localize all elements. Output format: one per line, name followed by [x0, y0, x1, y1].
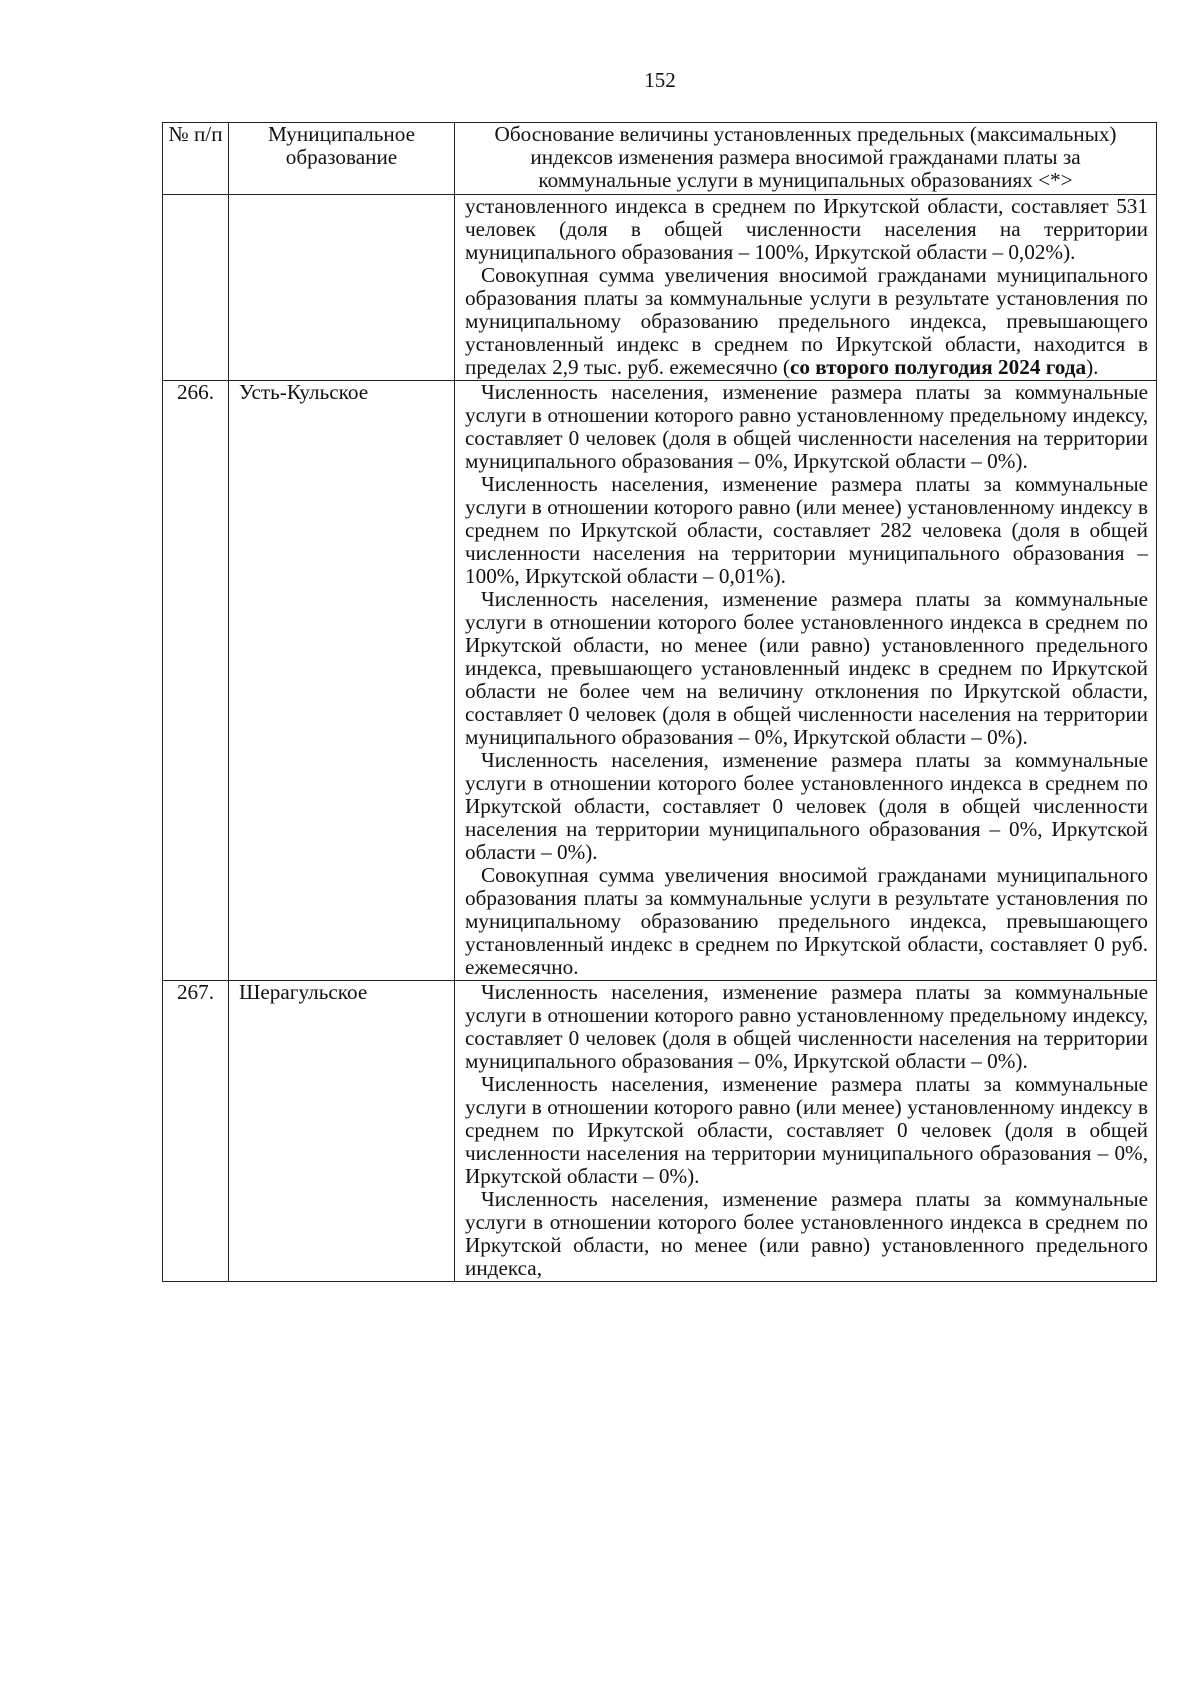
table-row [163, 381, 1157, 981]
row-municipality [229, 195, 455, 381]
paragraph-end: ). [1086, 355, 1099, 379]
table-row [163, 981, 1157, 1282]
paragraph: Численность населения, изменение размера платы за коммунальные услуги в отношении которого равно установленному предельному индексу, составляет 0 человек (доля в общей численности населения на территории муниципального образования – 0%, Иркутской области – 0%). [465, 980, 1148, 1073]
row-number: 267. [163, 981, 229, 1282]
table-header-row [163, 123, 1157, 195]
paragraph: Численность населения, изменение размера платы за коммунальные услуги в отношении которого равно установленному предельному индексу, составляет 0 человек (доля в общей численности населения на территории муниципального образования – 0%, Иркутской области – 0%). [465, 380, 1148, 473]
row-justification [455, 381, 1157, 981]
row-number [163, 195, 229, 381]
paragraph: Численность населения, изменение размера платы за коммунальные услуги в отношении которого более установленного индекса в среднем по Иркутской области, но менее (или равно) установленного предельного индекса, [465, 1187, 1148, 1280]
page-number: 152 [644, 68, 676, 92]
header-number: № п/п [163, 123, 229, 195]
municipal-index-table [162, 122, 1157, 1282]
bold-period: со второго полугодия 2024 года [789, 355, 1087, 379]
paragraph: Совокупная сумма увеличения вносимой гражданами муниципального образования платы за коммунальные услуги в результате установления по муниципальному образованию предельного индекса, превышающего установленный индекс в среднем по Иркутской области, составляет 0 руб. ежемесячно. [465, 863, 1148, 979]
row-municipality: Усть-Кульское [229, 381, 455, 981]
paragraph: Численность населения, изменение размера платы за коммунальные услуги в отношении которого более установленного индекса в среднем по Иркутской области, но менее (или равно) установленного предельного индекса, превышающего установленный индекс в среднем по Иркутской области не более чем на величину отклонения по Иркутской области, составляет 0 человек (доля в общей численности населения на территории муниципального образования – 0%, Иркутской области – 0%). [465, 587, 1148, 749]
paragraph: Численность населения, изменение размера платы за коммунальные услуги в отношении которого более установленного индекса в среднем по Иркутской области, составляет 0 человек (доля в общей численности населения на территории муниципального образования – 0%, Иркутской области – 0%). [465, 748, 1148, 864]
header-municipality: Муниципальное образование [229, 123, 455, 195]
row-municipality: Шерагульское [229, 981, 455, 1282]
header-justification: Обоснование величины установленных предельных (максимальных) индексов изменения размера вносимой гражданами платы за коммунальные услуги в муниципальных образованиях <*> [455, 123, 1157, 195]
row-number: 266. [163, 381, 229, 981]
paragraph: Численность населения, изменение размера платы за коммунальные услуги в отношении которого равно (или менее) установленному индексу в среднем по Иркутской области, составляет 0 человек (доля в общей численности населения на территории муниципального образования – 0%, Иркутской области – 0%). [465, 1072, 1148, 1188]
row-justification [455, 981, 1157, 1282]
paragraph-text: Совокупная сумма увеличения вносимой гражданами муниципального образования платы за коммунальные услуги в результате установления по муниципальному образованию предельного индекса, превышающего установленный индекс в среднем по Иркутской области, находится в пределах 2,9 тыс. руб. ежемесячно ( [465, 263, 1148, 379]
table-row [163, 195, 1157, 381]
paragraph: установленного индекса в среднем по Иркутской области, составляет 531 человек (доля в общей численности населения на территории муниципального образования – 100%, Иркутской области – 0,02%). [465, 194, 1148, 264]
paragraph: Численность населения, изменение размера платы за коммунальные услуги в отношении которого равно (или менее) установленному индексу в среднем по Иркутской области, составляет 282 человека (доля в общей численности населения на территории муниципального образования – 100%, Иркутской области – 0,01%). [465, 472, 1148, 588]
row-justification [455, 195, 1157, 381]
paragraph-with-bold [465, 264, 1148, 379]
